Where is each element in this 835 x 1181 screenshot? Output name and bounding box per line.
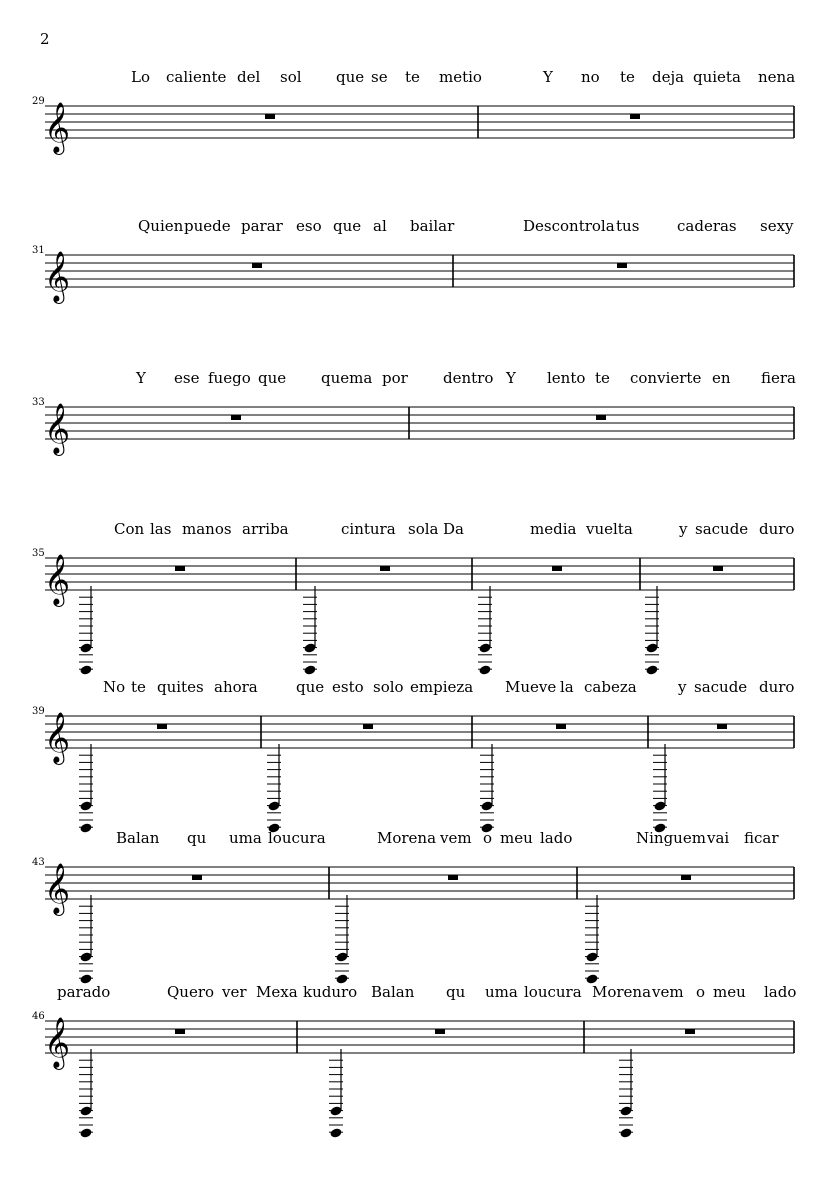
lyric-syllable: Mexa (256, 983, 298, 1001)
whole-rest-icon (596, 415, 606, 420)
chord (585, 895, 599, 985)
lyric-syllable: sacude (694, 678, 748, 696)
lyric-syllable: vai (707, 829, 730, 847)
whole-rest-icon (252, 263, 262, 268)
lyric-syllable: y (679, 520, 688, 538)
lyric-syllable: quema (321, 369, 373, 387)
whole-rest-icon (157, 724, 167, 729)
whole-rest-icon (630, 114, 640, 119)
lyric-syllable: te (595, 369, 610, 387)
notehead-icon (329, 1127, 342, 1138)
lyric-syllable: o (483, 829, 493, 847)
lyric-syllable: Y (136, 369, 146, 387)
lyric-syllable: vem (440, 829, 472, 847)
lyric-syllable: lento (547, 369, 586, 387)
lyric-syllable: que (296, 678, 325, 696)
treble-clef-icon: 𝄞 (44, 712, 71, 763)
whole-rest-icon (685, 1029, 695, 1034)
chord (478, 586, 492, 676)
staff (0, 1011, 835, 1121)
whole-rest-icon (617, 263, 627, 268)
whole-rest-icon (363, 724, 373, 729)
lyric-syllable: dentro (443, 369, 494, 387)
lyric-syllable: ficar (744, 829, 779, 847)
lyric-syllable: puede (184, 217, 231, 235)
lyric-syllable: que (336, 68, 365, 86)
chord (267, 744, 281, 834)
lyric-syllable: Morena (592, 983, 652, 1001)
chord (79, 895, 93, 985)
whole-rest-icon (192, 875, 202, 880)
lyric-syllable: se (371, 68, 388, 86)
chord (303, 586, 317, 676)
chord (645, 586, 659, 676)
staff (0, 857, 835, 967)
lyric-syllable: lado (540, 829, 573, 847)
lyric-syllable: cintura (341, 520, 396, 538)
whole-rest-icon (380, 566, 390, 571)
lyric-syllable: Ninguem (636, 829, 706, 847)
lyric-syllable: Y (506, 369, 516, 387)
lyric-syllable: esto (332, 678, 364, 696)
lyric-syllable: sexy (760, 217, 794, 235)
lyric-syllable: Con (114, 520, 145, 538)
whole-rest-icon (435, 1029, 445, 1034)
whole-rest-icon (717, 724, 727, 729)
lyric-syllable: meu (713, 983, 746, 1001)
lyric-syllable: qu (187, 829, 207, 847)
lyric-syllable: Lo (131, 68, 150, 86)
lyric-syllable: caliente (166, 68, 227, 86)
treble-clef-icon: 𝄞 (44, 403, 71, 454)
whole-rest-icon (448, 875, 458, 880)
lyric-syllable: loucura (268, 829, 326, 847)
lyric-syllable: arriba (242, 520, 289, 538)
lyric-syllable: por (382, 369, 408, 387)
lyric-syllable: Balan (116, 829, 160, 847)
staff (0, 706, 835, 816)
lyric-syllable: Y (543, 68, 553, 86)
chord (79, 586, 93, 676)
lyric-syllable: convierte (630, 369, 702, 387)
chord (335, 895, 349, 985)
lyric-syllable: duro (759, 678, 795, 696)
chord (480, 744, 494, 834)
whole-rest-icon (713, 566, 723, 571)
notehead-icon (79, 822, 92, 833)
staff (0, 245, 835, 305)
lyric-syllable: meu (500, 829, 533, 847)
chord (329, 1049, 343, 1139)
staff (0, 548, 835, 658)
lyric-syllable: vuelta (586, 520, 633, 538)
treble-clef-icon: 𝄞 (44, 863, 71, 914)
lyric-syllable: ahora (214, 678, 258, 696)
measure-number: 29 (32, 96, 45, 107)
lyric-syllable: sacude (695, 520, 749, 538)
measure-number: 39 (32, 706, 45, 717)
lyric-syllable: al (373, 217, 387, 235)
lyric-syllable: parado (57, 983, 111, 1001)
lyric-syllable: lado (764, 983, 797, 1001)
lyric-syllable: qu (446, 983, 466, 1001)
lyric-syllable: la (560, 678, 574, 696)
whole-rest-icon (265, 114, 275, 119)
notehead-icon (619, 1127, 632, 1138)
lyric-syllable: eso (296, 217, 322, 235)
chord (79, 744, 93, 834)
whole-rest-icon (556, 724, 566, 729)
whole-rest-icon (552, 566, 562, 571)
lyric-syllable: te (620, 68, 635, 86)
lyric-syllable: ver (222, 983, 247, 1001)
treble-clef-icon: 𝄞 (44, 251, 71, 302)
measure-number: 35 (32, 548, 45, 559)
lyric-syllable: tus (616, 217, 640, 235)
whole-rest-icon (681, 875, 691, 880)
whole-rest-icon (175, 1029, 185, 1034)
lyric-syllable: sola (408, 520, 439, 538)
staff (0, 96, 835, 156)
lyric-syllable: en (712, 369, 731, 387)
lyric-syllable: metio (439, 68, 482, 86)
lyric-syllable: kuduro (303, 983, 358, 1001)
lyric-syllable: te (131, 678, 146, 696)
chord (79, 1049, 93, 1139)
lyric-syllable: media (530, 520, 577, 538)
lyric-syllable: bailar (410, 217, 455, 235)
lyric-syllable: vem (652, 983, 684, 1001)
lyric-syllable: del (237, 68, 261, 86)
notehead-icon (645, 664, 658, 675)
lyric-syllable: cabeza (584, 678, 637, 696)
page-number: 2 (40, 30, 50, 48)
lyric-syllable: Descontrola (523, 217, 615, 235)
lyric-syllable: No (103, 678, 126, 696)
lyric-syllable: que (258, 369, 287, 387)
measure-number: 46 (32, 1011, 45, 1022)
lyric-syllable: sol (280, 68, 302, 86)
staff (0, 397, 835, 457)
lyric-syllable: Morena (377, 829, 437, 847)
notehead-icon (79, 664, 92, 675)
lyric-syllable: o (696, 983, 706, 1001)
lyric-syllable: Quien (138, 217, 184, 235)
treble-clef-icon: 𝄞 (44, 554, 71, 605)
measure-number: 43 (32, 857, 45, 868)
treble-clef-icon: 𝄞 (44, 102, 71, 153)
lyric-syllable: no (581, 68, 600, 86)
treble-clef-icon: 𝄞 (44, 1017, 71, 1068)
lyric-syllable: Da (443, 520, 464, 538)
lyric-syllable: caderas (677, 217, 737, 235)
lyric-syllable: manos (182, 520, 232, 538)
lyric-syllable: parar (241, 217, 283, 235)
chord (619, 1049, 633, 1139)
lyric-syllable: ese (174, 369, 200, 387)
lyric-syllable: que (333, 217, 362, 235)
lyric-syllable: uma (485, 983, 518, 1001)
lyric-syllable: deja (652, 68, 685, 86)
lyric-syllable: te (405, 68, 420, 86)
lyric-syllable: loucura (524, 983, 582, 1001)
lyric-syllable: nena (758, 68, 796, 86)
lyric-syllable: fuego (208, 369, 251, 387)
notehead-icon (303, 664, 316, 675)
lyric-syllable: Balan (371, 983, 415, 1001)
measure-number: 33 (32, 397, 45, 408)
chord (653, 744, 667, 834)
notehead-icon (478, 664, 491, 675)
whole-rest-icon (175, 566, 185, 571)
lyric-syllable: y (678, 678, 687, 696)
lyric-syllable: fiera (761, 369, 796, 387)
lyric-syllable: las (150, 520, 172, 538)
whole-rest-icon (231, 415, 241, 420)
measure-number: 31 (32, 245, 45, 256)
lyric-syllable: duro (759, 520, 795, 538)
lyric-syllable: Quero (167, 983, 215, 1001)
lyric-syllable: solo (373, 678, 404, 696)
lyric-syllable: uma (229, 829, 262, 847)
lyric-syllable: empieza (410, 678, 474, 696)
lyric-syllable: Mueve (505, 678, 557, 696)
notehead-icon (79, 1127, 92, 1138)
lyric-syllable: quites (157, 678, 204, 696)
lyric-syllable: quieta (693, 68, 741, 86)
